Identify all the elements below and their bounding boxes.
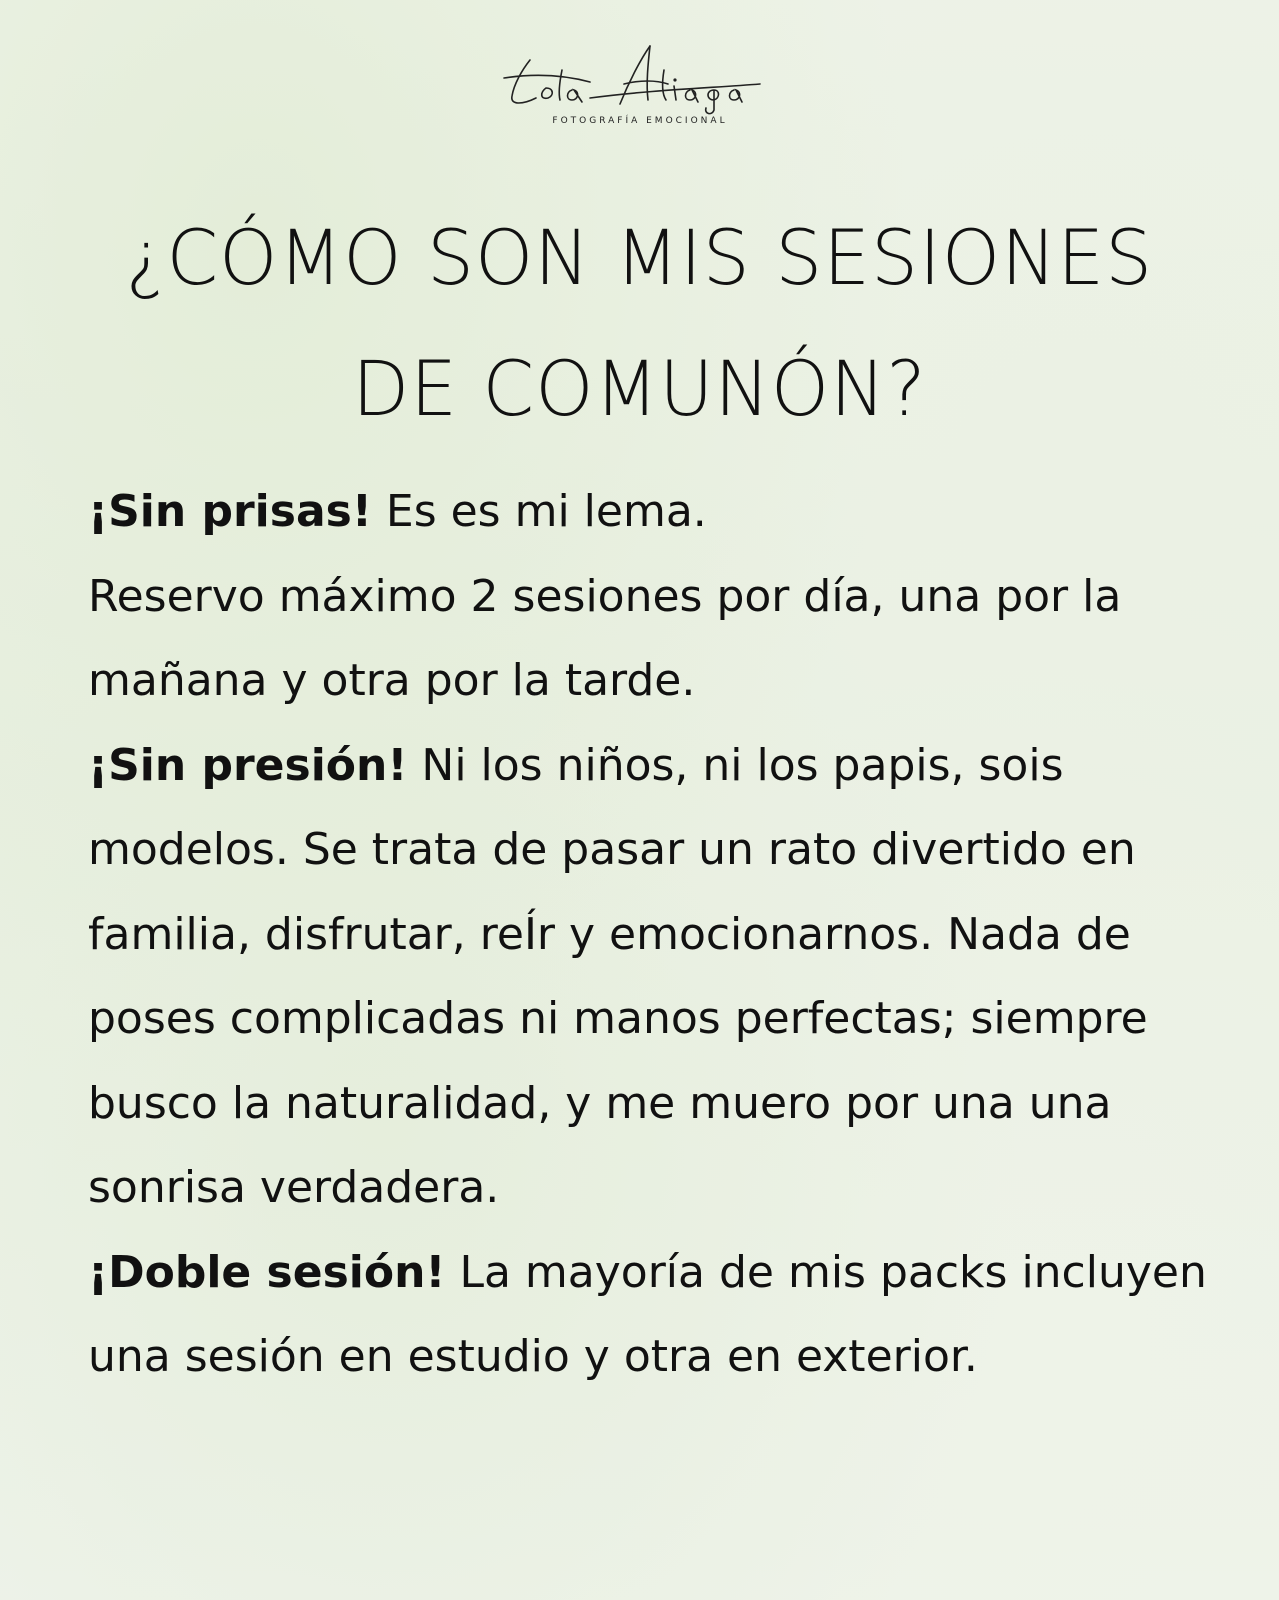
body-text <box>88 470 1238 1400</box>
paragraph-text: Reservo máximo 2 sesiones por día, una por la mañana y otra por la tarde. <box>88 570 1122 706</box>
paragraph-heading: ¡Doble sesión! <box>88 1246 446 1298</box>
paragraph-heading: ¡Sin presión! <box>88 739 408 791</box>
paragraph-text: La mayoría de mis packs incluyen una sesión en estudio y otra en exterior. <box>88 1246 1207 1382</box>
signature-logo <box>500 40 780 115</box>
brand-logo <box>500 40 780 132</box>
title-line-1: ¿CÓMO SON MIS SESIONES <box>125 214 1154 303</box>
paragraph-doble-sesion <box>88 1231 1238 1400</box>
title-line-2: DE COMUNÓN? <box>352 345 927 434</box>
paragraph-text: Ni los niños, ni los papis, sois modelos. Se trata de pasar un rato divertido en familia, disfrutar, reÍr y emocionarnos. Nada de poses complicadas ni manos perfectas; siempre busco la naturalidad, y me muero por una una sonrisa verdadera. <box>88 739 1148 1213</box>
paragraph-reservas <box>88 555 1238 724</box>
logo-tagline: FOTOGRAFÍA EMOCIONAL <box>552 116 728 126</box>
paragraph-sin-presion <box>88 724 1238 1231</box>
paragraph-heading: ¡Sin prisas! <box>88 486 372 537</box>
paragraph-text: Es es mi lema. <box>371 486 707 537</box>
paragraph-sin-prisas <box>88 470 1238 555</box>
page-title <box>60 193 1219 454</box>
